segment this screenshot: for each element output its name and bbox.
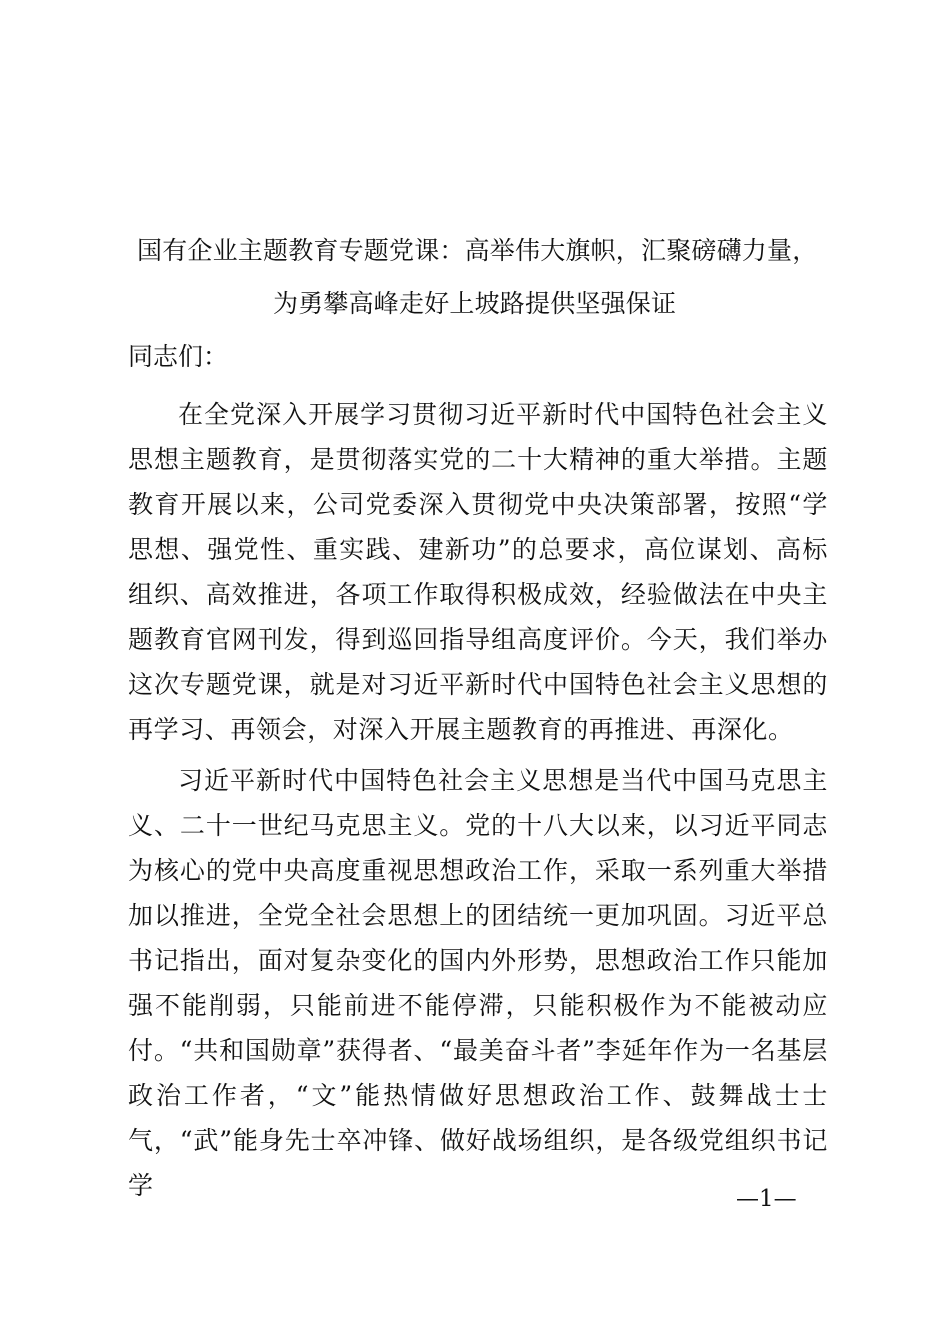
page-number: —1— xyxy=(736,1186,797,1212)
document-content xyxy=(128,236,828,1214)
body-paragraph-2: 习近平新时代中国特色社会主义思想是当代中国马克思主义、二十一世纪马克思主义。党的十八大以来，以习近平同志为核心的党中央高度重视思想政治工作，采取一系列重大举措加以推进，全党全社会思想上的团结统一更加巩固。习近平总书记指出，面对复杂变化的国内外形势，思想政治工作只能加强不能削弱，只能前进不能停滞，只能积极作为不能被动应付。“共和国勋章”获得者、“最美奋斗者”李延年作为一名基层政治工作者，“文”能热情做好思想政治工作、鼓舞战士士气，“武”能身先士卒冲锋、做好战场组织，是各级党组织书记学 xyxy=(128,766,828,1200)
body-paragraph-1: 在全党深入开展学习贯彻习近平新时代中国特色社会主义思想主题教育，是贯彻落实党的二十大精神的重大举措。主题教育开展以来，公司党委深入贯彻党中央决策部署，按照“学思想、强党性、重实践、建新功”的总要求，高位谋划、高标组织、高效推进，各项工作取得积极成效，经验做法在中央主题教育官网刊发，得到巡回指导组高度评价。今天，我们举办这次专题党课，就是对习近平新时代中国特色社会主义思想的再学习、再领会，对深入开展主题教育的再推进、再深化。 xyxy=(128,400,828,744)
document-title-line-1: 国有企业主题教育专题党课：高举伟大旗帜，汇聚磅礴力量， xyxy=(137,236,818,265)
document-title-line-2: 为勇攀高峰走好上坡路提供坚强保证 xyxy=(273,289,677,318)
salutation: 同志们： xyxy=(128,342,229,371)
